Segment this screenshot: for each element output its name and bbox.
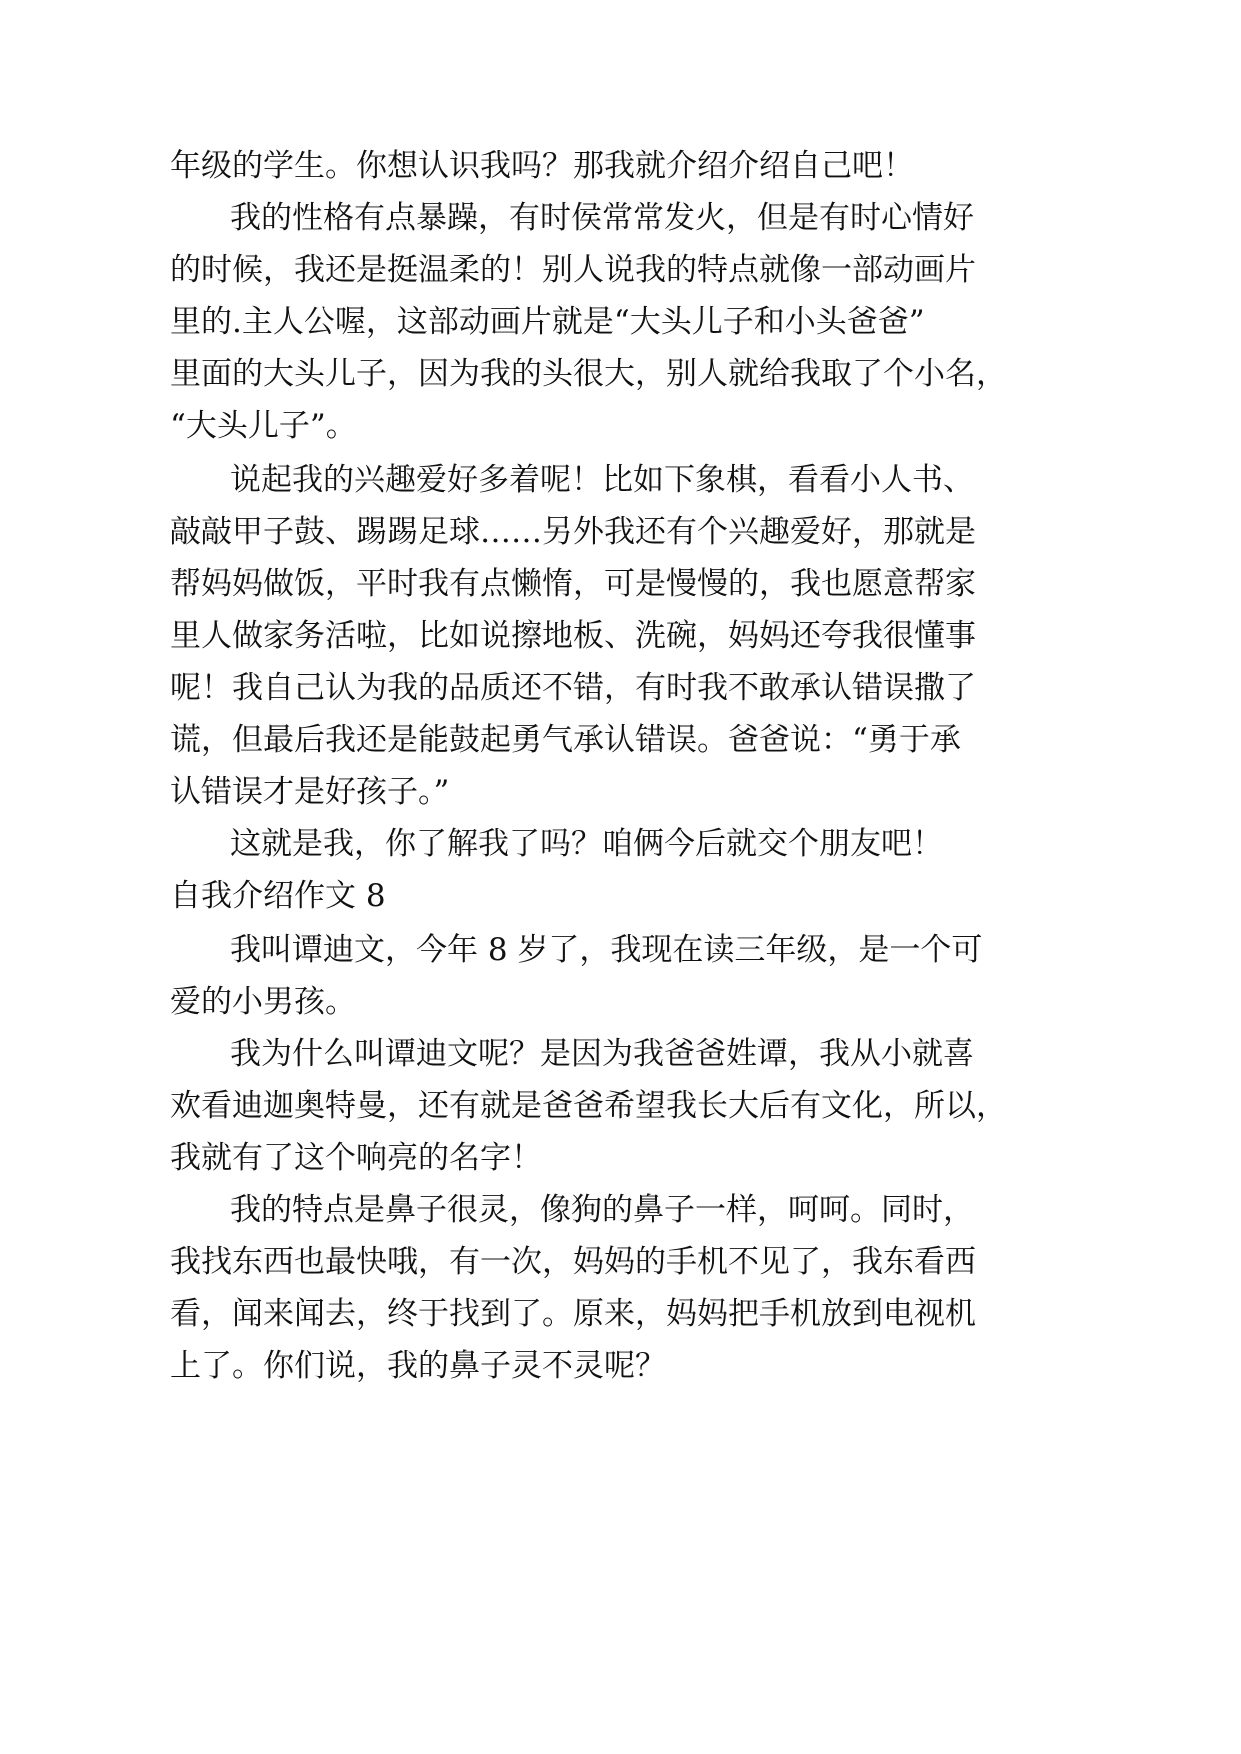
text-line: 敲敲甲子鼓、踢踢足球……另外我还有个兴趣爱好，那就是 xyxy=(170,514,976,550)
paragraph-first-line: 我的性格有点暴躁，有时侯常常发火，但是有时心情好 xyxy=(230,200,974,236)
text-line: 爱的小男孩。 xyxy=(170,984,356,1020)
text-line: 帮妈妈做饭，平时我有点懒惰，可是慢慢的，我也愿意帮家 xyxy=(170,566,976,602)
text-line: 认错误才是好孩子。” xyxy=(170,774,450,810)
text-line: 上了。你们说，我的鼻子灵不灵呢？ xyxy=(170,1348,666,1384)
text-line: 里面的大头儿子，因为我的头很大，别人就给我取了个小名， xyxy=(170,356,1007,392)
paragraph-first-line: 我为什么叫谭迪文呢？是因为我爸爸姓谭，我从小就喜 xyxy=(230,1036,974,1072)
text-line: 我就有了这个响亮的名字！ xyxy=(170,1140,542,1176)
text-line: 的时候，我还是挺温柔的！别人说我的特点就像一部动画片 xyxy=(170,252,976,288)
paragraph-first-line: 我叫谭迪文，今年 8 岁了，我现在读三年级，是一个可 xyxy=(230,932,983,968)
paragraph-first-line: 说起我的兴趣爱好多着呢！比如下象棋，看看小人书、 xyxy=(230,462,974,498)
section-heading: 自我介绍作文 8 xyxy=(170,878,386,914)
paragraph-first-line: 我的特点是鼻子很灵，像狗的鼻子一样，呵呵。同时， xyxy=(230,1192,974,1228)
paragraph-first-line: 这就是我，你了解我了吗？咱俩今后就交个朋友吧！ xyxy=(230,826,943,862)
text-line: 欢看迪迦奥特曼，还有就是爸爸希望我长大后有文化，所以， xyxy=(170,1088,1007,1124)
text-line: 年级的学生。你想认识我吗？那我就介绍介绍自己吧！ xyxy=(170,148,914,184)
text-line: 看，闻来闻去，终于找到了。原来，妈妈把手机放到电视机 xyxy=(170,1296,976,1332)
text-line: “大头儿子”。 xyxy=(170,408,357,444)
text-line: 里的.主人公喔，这部动画片就是“大头儿子和小头爸爸” xyxy=(170,304,925,340)
text-line: 呢！我自己认为我的品质还不错，有时我不敢承认错误撒了 xyxy=(170,670,976,706)
text-line: 我找东西也最快哦，有一次，妈妈的手机不见了，我东看西 xyxy=(170,1244,976,1280)
text-line: 谎，但最后我还是能鼓起勇气承认错误。爸爸说：“勇于承 xyxy=(170,722,961,758)
text-line: 里人做家务活啦，比如说擦地板、洗碗，妈妈还夸我很懂事 xyxy=(170,618,976,654)
